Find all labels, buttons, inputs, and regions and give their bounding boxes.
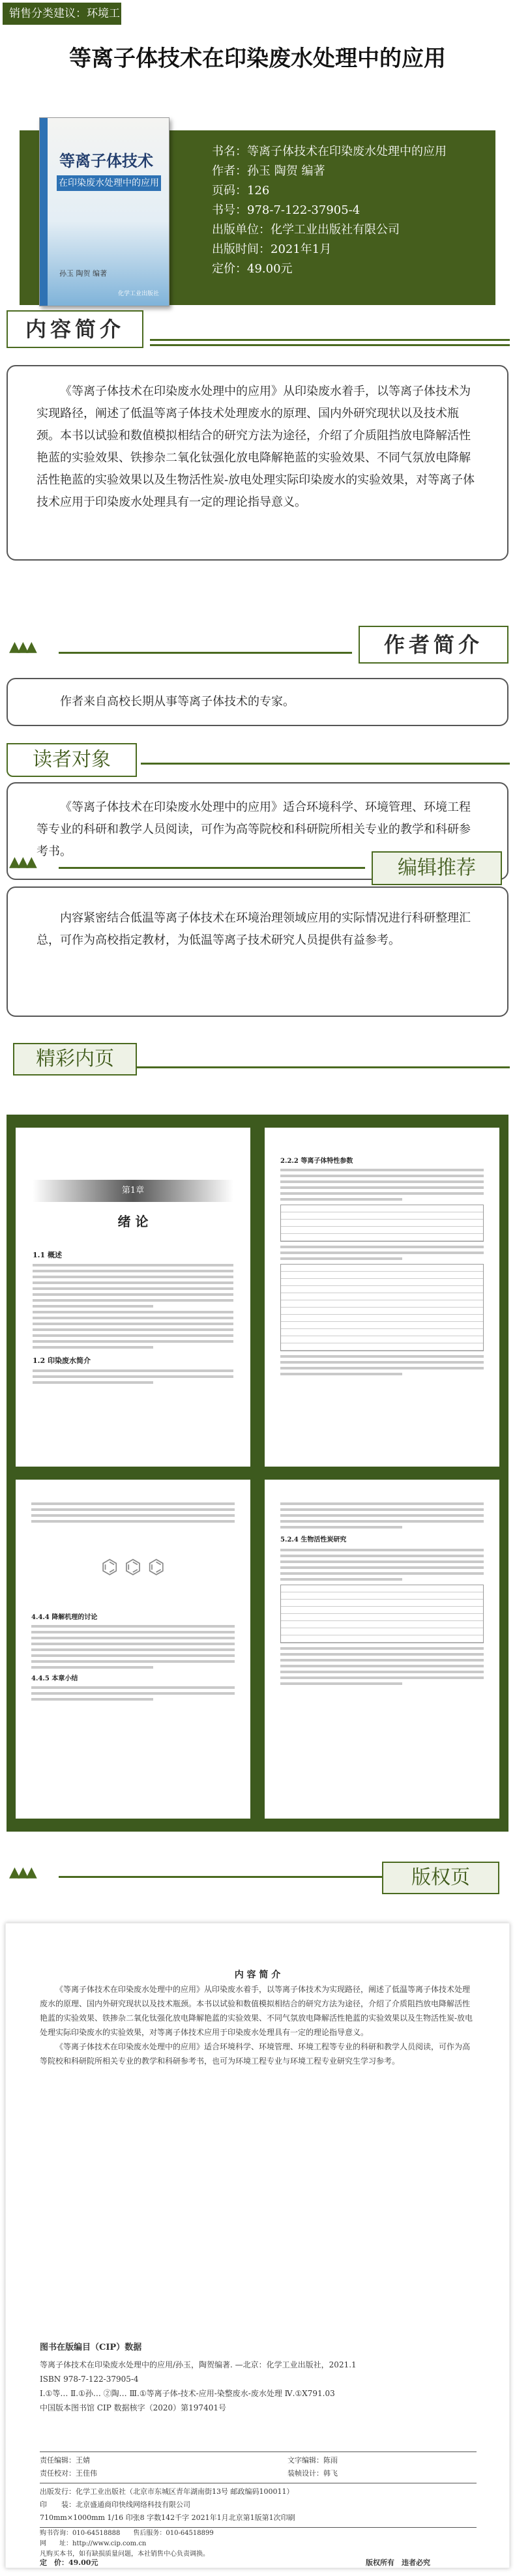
sample-page-3	[16, 1480, 250, 1819]
cp-text	[40, 1982, 477, 2068]
triangle-deco-icon-2: ▲▲▲	[9, 854, 35, 870]
cp-rule-3	[40, 2527, 477, 2528]
intro-heading: 内容简介	[7, 310, 143, 348]
cover-strip	[40, 118, 48, 306]
molecule-figure-icon: ⌬ ⌬ ⌬	[101, 1555, 165, 1579]
cip-heading: 图书在版编目（CIP）数据	[40, 2343, 142, 2352]
cp-para-1: 《等离子体技术在印染废水处理中的应用》从印染废水着手，以等离子体技术为实现路径，阐述了低温等离子体技术处理废水的原理、国内外研究现状以及技术瓶颈。本书以试验和数值模拟相结合的研究方法为途径，介绍了介质阻挡放电降解活性艳蓝的实验效果、铁掺杂二氧化钛强化放电降解艳蓝的实验效果、不同气氛放电降解活性艳蓝的实验效果以及生物活性炭-放电处理实际印染废水的实验效果，对等离子体技术应用于印染废水处理具有一定的理论指导意义。	[40, 1985, 473, 2037]
editor-stripe	[59, 867, 365, 869]
sample-pages-panel	[7, 1115, 508, 1832]
readers-stripe	[141, 763, 510, 765]
readers-text: 《等离子体技术在印染废水处理中的应用》适合环境科学、环境管理、环境工程等专业的科研和教学人员阅读，可作为高等院校和科研院所相关专业的教学和科研参考书。	[37, 800, 471, 858]
book-cover	[39, 117, 169, 306]
editor-box	[7, 886, 508, 1017]
cp-print-line: 印 装：北京盛通商印快线网络科技有限公司	[40, 2500, 190, 2509]
cp-proof: 责任校对：王佳伟	[40, 2469, 97, 2478]
category-tag: 销售分类建议：环境工程	[3, 3, 121, 25]
section-heading-2: 1.2 印染废水简介	[33, 1356, 91, 1365]
sample-page-2	[265, 1128, 499, 1467]
chapter-number: 第1章	[121, 1186, 145, 1195]
intro-text: 《等离子体技术在印染废水处理中的应用》从印染废水着手，以等离子体技术为实现路径，阐述了低温等离子体技术处理废水的原理、国内外研究现状以及技术瓶颈。本书以试验和数值模拟相结合的研究方法为途径，介绍了介质阻挡放电降解活性艳蓝的实验效果、铁掺杂二氧化钛强化放电降解艳蓝的实验效果、不同气氛放电降解活性艳蓝的实验效果以及生物活性炭-放电处理实际印染废水的实验效果，对等离子体技术应用于印染废水处理具有一定的理论指导意义。	[37, 385, 475, 509]
cp-footer	[40, 2558, 477, 2568]
author-heading: 作者简介	[359, 626, 508, 664]
cover-publisher: 化学工业出版社	[118, 291, 160, 297]
samples-stripe	[137, 1066, 510, 1068]
editor-heading: 编辑推荐	[372, 851, 502, 885]
cover-authors: 孙玉 陶贺 编著	[59, 269, 107, 278]
cp-rights: 版权所有 违者必究	[366, 2558, 430, 2567]
cp-contact	[40, 2528, 477, 2560]
samples-heading: 精彩内页	[13, 1043, 137, 1076]
cip-line-1: 等离子体技术在印染废水处理中的应用/孙玉，陶贺编著. —北京：化学工业出版社，2021.1	[40, 2360, 357, 2369]
info-price: 定价：49.00元	[212, 262, 293, 276]
author-stripe	[59, 652, 352, 654]
section-heading-3: 2.2.2 等离子体特性参数	[280, 1158, 353, 1165]
sample-page-1	[16, 1128, 250, 1467]
author-text: 作者来自高校长期从事等离子体技术的专家。	[60, 695, 295, 709]
cp-editor: 责任编辑：王婧	[40, 2456, 90, 2465]
cp-notice-line: 凡购买本书，如有缺损质量问题，本社销售中心负责调换。	[40, 2551, 209, 2558]
cp-content-title: 内 容 简 介	[234, 1970, 281, 1980]
cip-line-2: ISBN 978-7-122-37905-4	[40, 2375, 139, 2384]
info-authors: 作者：孙玉 陶贺 编著	[212, 164, 325, 178]
editor-text: 内容紧密结合低温等离子体技术在环境治理领域应用的实际情况进行科研整理汇总，可作为高校指定教材，为低温等离子技术研究人员提供有益参考。	[37, 911, 471, 947]
cip-line-4: 中国版本图书馆 CIP 数据核字（2020）第197401号	[40, 2403, 226, 2412]
section-heading-6: 5.2.4 生物活性炭研究	[280, 1536, 347, 1544]
cp-staff	[40, 2454, 477, 2480]
intro-box	[7, 365, 508, 561]
copyright-stripe	[59, 1876, 385, 1878]
info-title: 书名：等离子体技术在印染废水处理中的应用	[212, 145, 447, 158]
cp-price: 定 价：49.00元	[40, 2558, 98, 2567]
sample-page-4	[265, 1480, 499, 1819]
section-heading-4: 4.4.4 降解机理的讨论	[31, 1614, 98, 1621]
cp-publish	[40, 2485, 477, 2525]
chapter-title: 绪 论	[117, 1214, 149, 1229]
copyright-heading: 版权页	[382, 1862, 499, 1894]
chapter-banner	[33, 1180, 233, 1202]
intro-stripe-2	[150, 344, 510, 346]
cp-cover-design: 装帧设计：韩飞	[287, 2469, 338, 2478]
cp-publish-line: 出版发行：化学工业出版社（北京市东城区青年湖南街13号 邮政编码100011）	[40, 2487, 294, 2496]
cp-designer: 文字编辑：陈雨	[287, 2456, 338, 2465]
triangle-deco-icon-3: ▲▲▲	[9, 1864, 35, 1881]
cp-phone-line: 购书咨询：010-64518888 售后服务：010-64518899	[40, 2530, 214, 2537]
triangle-deco-icon: ▲▲▲	[9, 639, 35, 655]
cip-block	[40, 2341, 477, 2415]
cp-para-2: 《等离子体技术在印染废水处理中的应用》适合环境科学、环境管理、环境工程等专业的科研和教学人员阅读，可作为高等院校和科研院所相关专业的教学和科研参考书，也可为环境工程专业与环境工程专业研究生学习参考。	[40, 2042, 471, 2066]
cp-format-line: 710mm×1000mm 1/16 印张8 字数142千字 2021年1月北京第1版第1次印刷	[40, 2513, 295, 2522]
book-info-list	[212, 142, 447, 279]
cip-line-3: Ⅰ.①等… Ⅱ.①孙… ②陶… Ⅲ.①等离子体-技术-应用-染整废水-废水处理 Ⅳ.①X791.03	[40, 2389, 335, 2398]
intro-stripe	[150, 339, 510, 341]
page-title: 等离子体技术在印染废水处理中的应用	[69, 46, 446, 72]
section-heading-5: 4.4.5 本章小结	[31, 1675, 78, 1682]
info-pages: 页码：126	[212, 184, 270, 198]
section-heading: 1.1 概述	[33, 1251, 62, 1259]
copyright-page	[5, 1923, 510, 2568]
info-isbn: 书号：978-7-122-37905-4	[212, 203, 360, 217]
info-publisher: 出版单位：化学工业出版社有限公司	[212, 223, 400, 237]
cp-site-line: 网 址：http://www.cip.com.cn	[40, 2540, 147, 2547]
info-pub-date: 出版时间：2021年1月	[212, 242, 332, 256]
cover-subtitle: 在印染废水处理中的应用	[57, 175, 161, 191]
author-box	[7, 678, 508, 726]
cover-title: 等离子体技术	[59, 152, 153, 170]
readers-heading: 读者对象	[7, 743, 137, 777]
